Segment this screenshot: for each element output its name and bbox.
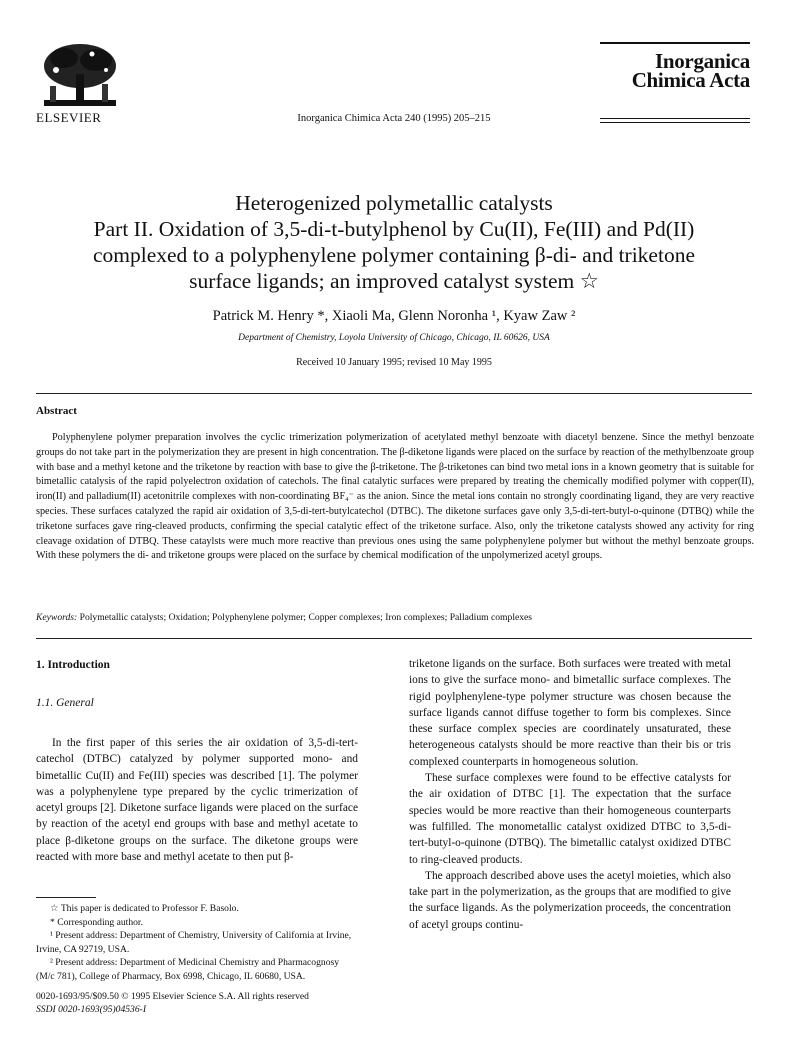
keywords-text: Polymetallic catalysts; Oxidation; Polyphenylene polymer; Copper complexes; Iron complexes; Palladium complexes bbox=[77, 612, 533, 623]
paragraph: In the first paper of this series the air oxidation of 3,5-di-tert-catechol (DTBC) catalyzed by polymer supported mono- and bimetallic Cu(II) and Fe(III) species was described [1]. The polymer was a polyphenylene type prepared by the cyclic trimerization of acetyl groups [2]. Diketone surface ligands were placed on the surface by reaction of the acetyl end groups with base and methyl acetate to place β-diketone groups on the surface. The diketone groups were reacted with more base and methyl acetate to then put β- bbox=[36, 737, 358, 864]
journal-rule-bottom-1 bbox=[600, 118, 750, 119]
journal-title-line2: Chimica Acta bbox=[631, 68, 750, 92]
abstract-text: Polyphenylene polymer preparation involves the cyclic trimerization polymerization of acetylated methyl benzoate with diacetyl benzene. Since the methyl benzoate groups do not take part in the polymerization they are present in high concentration. The β-diketone ligands were placed on the surface by reaction of the methylbenzoate group with base and a methyl ketone and the triketone by reaction with base to give the β-triketone. The β-triketones can bind two metal ions in a known geometry that is suitable for bimetallic catalysis of the rapid polyelectron oxidation of catechols. The final catalytic surfaces were prepared by treating the chemically modified polymer with copper(II), iron(II) and palladium(II) acetonitrile complexes with non-coordinating BF₄⁻ as the anion. Since the metal ions contain no strongly coordinating ligand, they are very reactive species. These surfaces catalyzed the rapid air oxidation of 3,5-di-tert-butylcatechol (DTBC). The diketone surfaces gave only 3,5-di-tert-butyl-o-quinone (DTBQ) while the triketone surfaces gave ring-cleaved products, confirming the special catalytic effect of the triketone surface. Also, only the triketone catalysts showed any activity for ring cleavage oxidation of DTBQ. These cataylsts were much more reactive than previous ones using the same polyphenylene polymer but without the methyl benzoate groups. With these polymers the di- and triketone groups were placed on the surface by chemical modification of the unpolymerized acetyl groups. bbox=[36, 432, 754, 562]
paragraph: These surface complexes were found to be effective catalysts for the air oxidation of DTBC [1]. The expectation that the surface species would be more reactive than their homogeneous counterparts was fulfilled. The monometallic catalyst oxidized DTBC to 3,5-di-tert-butyl-o-quinone (DTBQ). The bimetallic catalyst oxidized DTBC to ring-cleaved products. bbox=[409, 772, 731, 866]
abstract-heading: Abstract bbox=[36, 405, 77, 417]
footnote-rule bbox=[36, 897, 96, 898]
footnote-dedication: ☆ This paper is dedicated to Professor F. Basolo. bbox=[50, 903, 239, 914]
body-column-left bbox=[36, 735, 358, 865]
journal-rule-top bbox=[600, 42, 750, 44]
keywords-label: Keywords: bbox=[36, 612, 78, 623]
journal-citation: Inorganica Chimica Acta 240 (1995) 205–215 bbox=[297, 113, 491, 124]
footnotes bbox=[36, 902, 358, 983]
affiliation: Department of Chemistry, Loyola University of Chicago, Chicago, IL 60626, USA bbox=[238, 333, 550, 343]
article-title bbox=[30, 190, 758, 294]
title-line-3: complexed to a polyphenylene polymer containing β-di- and triketone bbox=[92, 243, 695, 267]
footnote-2: ² Present address: Department of Medicinal Chemistry and Pharmacognosy (M/c 781), College of Pharmacy, Box 6998, Chicago, IL 60680, USA. bbox=[36, 957, 340, 982]
journal-title-line1: Inorganica bbox=[654, 49, 750, 73]
author-list: Patrick M. Henry *, Xiaoli Ma, Glenn Noronha ¹, Kyaw Zaw ² bbox=[212, 308, 576, 324]
title-line-2: Part II. Oxidation of 3,5-di-t-butylphenol by Cu(II), Fe(III) and Pd(II) bbox=[93, 217, 695, 241]
title-line-1: Heterogenized polymetallic catalysts bbox=[235, 191, 553, 215]
section-heading-introduction: 1. Introduction bbox=[36, 659, 110, 671]
issn-line: 0020-1693/95/$09.50 © 1995 Elsevier Science S.A. All rights reserved bbox=[36, 991, 309, 1002]
paragraph: The approach described above uses the acetyl moieties, which also take part in the polymerization, as the groups that are modified to give the surface ligands. As the polymerization proceeds, the concentration of acetyl groups continu- bbox=[409, 869, 731, 931]
issn-block bbox=[36, 990, 309, 1016]
paragraph: triketone ligands on the surface. Both surfaces were treated with metal ions to give the surface mono- and bimetallic surface complexes. The rigid poylphenylene-type polymer structure was chosen because the surface ligands cannot diffuse together to form bis complexes. Since these surface complex species are coordinately unsaturated, these heterogeneous catalysts should be more reactive than their bis or tris complexed counterparts in homogeneous solution. bbox=[409, 658, 731, 768]
keywords bbox=[36, 612, 752, 623]
ssdi-line: SSDI 0020-1693(95)04536-I bbox=[36, 1004, 147, 1015]
subsection-heading-general: 1.1. General bbox=[36, 697, 94, 709]
abstract-rule-top bbox=[36, 393, 752, 394]
journal-title bbox=[580, 49, 750, 92]
body-column-right bbox=[409, 656, 731, 933]
journal-rule-bottom-2 bbox=[600, 122, 750, 123]
abstract-rule-bottom bbox=[36, 638, 752, 639]
abstract-body bbox=[36, 431, 754, 564]
title-line-4: surface ligands; an improved catalyst system ☆ bbox=[189, 269, 599, 293]
received-dates: Received 10 January 1995; revised 10 May 1995 bbox=[296, 357, 492, 368]
publisher-name: ELSEVIER bbox=[36, 110, 102, 125]
footnote-corresponding: * Corresponding author. bbox=[50, 916, 143, 928]
footnote-1: ¹ Present address: Department of Chemistry, University of California at Irvine, Irvine, CA 92719, USA. bbox=[36, 930, 352, 955]
elsevier-tree-logo bbox=[36, 40, 124, 110]
